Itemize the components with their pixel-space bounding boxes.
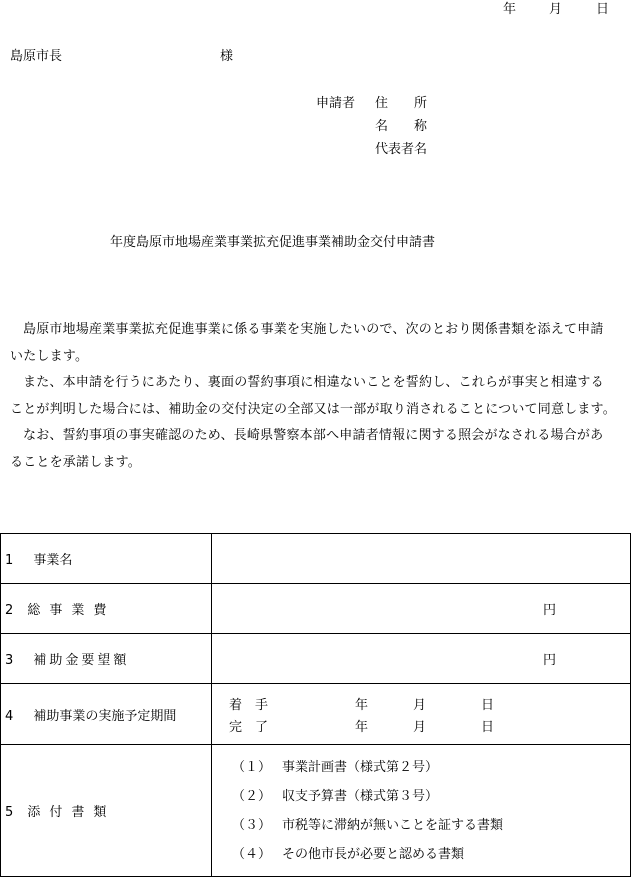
document-title: 年度島原市地場産業事業拡充促進事業補助金交付申請書 — [110, 235, 436, 250]
end-label: 完 了 — [229, 720, 269, 735]
body-paragraph-3: なお、誓約事項の事実確認のため、長崎県警察本部へ申請者情報に関する照会がなされる場合があることを承諾します。 — [10, 428, 604, 470]
body-paragraph-2: また、本申請を行うにあたり、裏面の誓約事項に相違ないことを誓約し、これらが事実と相違することが判明した場合には、補助金の交付決定の全部又は一部が取り消されることについて同意します。 — [10, 375, 616, 417]
period-value[interactable] — [212, 684, 631, 745]
applicant-name-label: 名 称 — [375, 119, 428, 134]
applicant-rep-label: 代表者名 — [375, 142, 428, 157]
attachments-label: 添付書類 — [27, 805, 116, 820]
subsidy-request-value[interactable] — [212, 634, 631, 684]
total-cost-value[interactable] — [212, 584, 631, 634]
applicant-label: 申請者 — [316, 96, 356, 111]
row-number: 3 — [5, 653, 14, 668]
business-name-label: 事業名 — [33, 553, 73, 568]
application-table — [0, 533, 631, 877]
date-day: 日 — [596, 2, 610, 17]
table-row-period — [1, 684, 631, 745]
subsidy-request-label: 補助金要望額 — [33, 653, 130, 668]
addressee: 島原市長 — [10, 49, 63, 64]
table-row-total-cost — [1, 584, 631, 634]
table-row-business-name — [1, 534, 631, 584]
row-number: 1 — [5, 553, 14, 568]
start-day: 日 — [481, 698, 495, 713]
row-number: 4 — [5, 708, 14, 724]
table-row-attachments — [1, 745, 631, 877]
date-year: 年 — [503, 2, 517, 17]
date-line — [0, 0, 631, 17]
body-paragraph-1: 島原市地場産業事業拡充促進事業に係る事業を実施したいので、次のとおり関係書類を添えて申請いたします。 — [10, 322, 604, 364]
subsidy-request-unit: 円 — [542, 653, 556, 668]
end-year: 年 — [355, 720, 369, 735]
start-year: 年 — [355, 698, 369, 713]
business-name-value[interactable] — [212, 534, 631, 584]
row-number: 2 — [5, 603, 14, 618]
list-item: （１） 事業計画書（様式第２号） — [232, 759, 439, 775]
period-label: 補助事業の実施予定期間 — [33, 708, 177, 724]
attachments-list — [212, 745, 631, 877]
end-month: 月 — [413, 720, 427, 735]
honorific: 様 — [220, 49, 234, 64]
total-cost-unit: 円 — [542, 603, 556, 618]
list-item: （２） 収支予算書（様式第３号） — [232, 788, 439, 804]
start-label: 着 手 — [229, 698, 269, 713]
start-month: 月 — [413, 698, 427, 713]
list-item: （３） 市税等に滞納が無いことを証する書類 — [232, 817, 504, 833]
end-day: 日 — [481, 720, 495, 735]
table-row-subsidy-request — [1, 634, 631, 684]
date-month: 月 — [549, 2, 563, 17]
row-number: 5 — [5, 805, 14, 820]
body-text — [10, 317, 616, 476]
applicant-address-label: 住 所 — [375, 96, 428, 111]
total-cost-label: 総事業費 — [27, 603, 116, 618]
list-item: （４） その他市長が必要と認める書類 — [232, 846, 465, 862]
